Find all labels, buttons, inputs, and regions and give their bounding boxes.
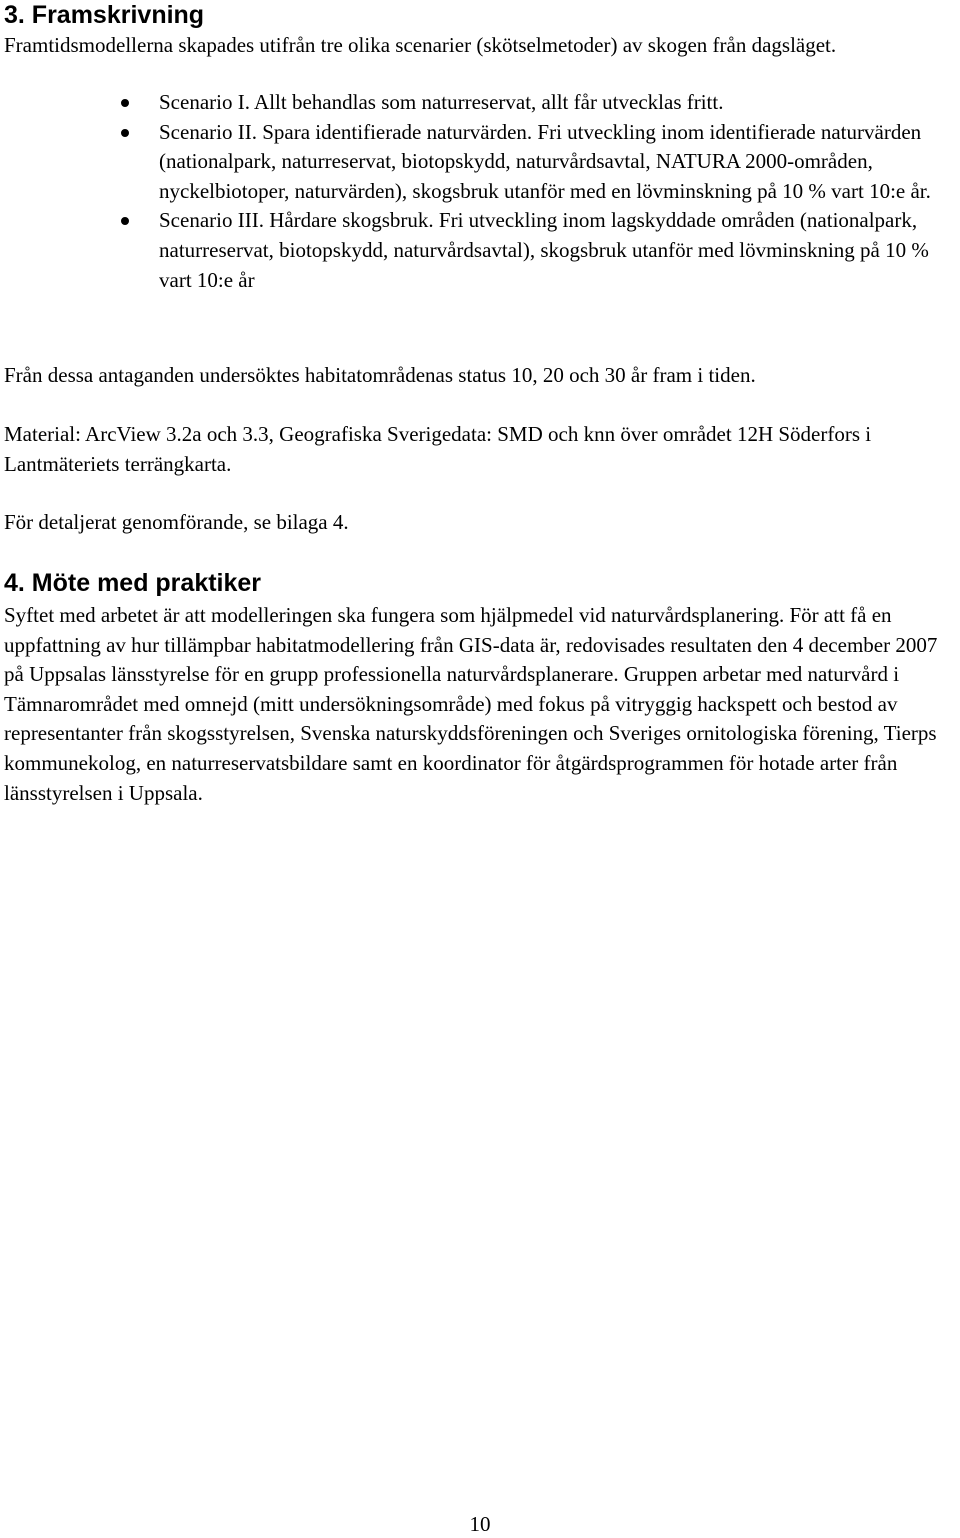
scenario-title: Scenario II. Spara identifierade naturvärden.: [159, 119, 533, 144]
page-number: 10: [469, 1512, 491, 1536]
status-paragraph: Från dessa antaganden undersöktes habitatområdenas status 10, 20 och 30 år fram i tiden.: [4, 363, 756, 387]
section-4-heading: 4. Möte med praktiker: [4, 569, 262, 597]
scenario-item: [0, 206, 957, 295]
section-3-heading: 3. Framskrivning: [4, 1, 205, 29]
scenario-title: Scenario I. Allt behandlas som naturreservat, allt får utvecklas fritt.: [159, 90, 724, 114]
section-4-body: Syftet med arbetet är att modelleringen ska fungera som hjälpmedel vid naturvårdsplanering. För att få en uppfattning av hur tillämpbar habitatmodellering från GIS-data är, redovisades resultaten den 4 december 2007 på Uppsalas länsstyrelse för en grupp professionella naturvårdsplanerare. Gruppen arbetar med naturvård i Tämnarområdet med omnejd (mitt undersökningsområde) med fokus på vitryggig hackspett och bestod av representanter från skogsstyrelsen, Svenska naturskyddsföreningen och Sveriges ornitologiska förening, Tierps kommunekolog, en naturreservatsbildare samt en koordinator för åtgärdsprogrammen för hotade arter från länsstyrelsen i Uppsala.: [4, 603, 938, 805]
scenario-title: Scenario III. Hårdare skogsbruk.: [159, 208, 434, 233]
scenario-item: [0, 118, 957, 207]
scenario-text: Fri utveckling inom lagskyddade områden (nationalpark, naturreservat, biotopskydd, naturvårdsavtal), skogsbruk utanför med lövminskning på 10 % vart 10:e år: [159, 208, 929, 292]
bullet-icon: [121, 217, 129, 225]
scenario-item: [0, 88, 957, 118]
section-3-intro: Framtidsmodellerna skapades utifrån tre olika scenarier (skötselmetoder) av skogen från dagsläget.: [4, 33, 837, 57]
bullet-icon: [121, 99, 129, 107]
material-paragraph: Material: ArcView 3.2a och 3.3, Geografiska Sverigedata: SMD och knn över området 12H Söderfors i Lantmäteriets terrängkarta.: [4, 422, 872, 476]
scenario-text: Fri utveckling inom identifierade naturvärden (nationalpark, naturreservat, biotopskydd, naturvårdsavtal, NATURA 2000-områden, nyckelbiotoper, naturvärden), skogsbruk utanför med en lövminskning på 10 % vart 10:e år.: [159, 119, 931, 203]
bullet-icon: [121, 129, 129, 137]
appendix-reference: För detaljerat genomförande, se bilaga 4.: [4, 510, 349, 534]
scenario-list: [0, 88, 960, 295]
